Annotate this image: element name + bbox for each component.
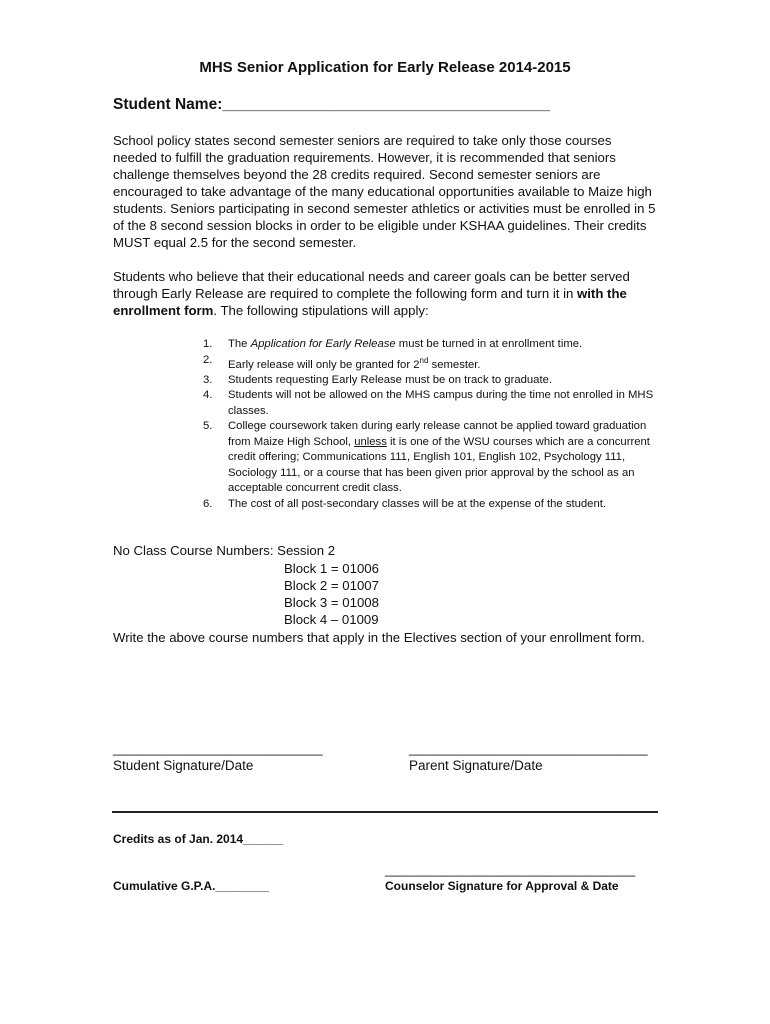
list-number: 2. <box>203 353 213 366</box>
instructions-tail: . The following stipulations will apply: <box>213 303 429 318</box>
list-number: 5. <box>203 420 213 433</box>
list-item <box>198 373 668 389</box>
list-item <box>198 353 668 373</box>
student-name-field[interactable]: Student Name:______________________________________ <box>113 96 550 113</box>
course-number-instruction: Write the above course numbers that apply in the Electives section of your enrollment form. <box>113 630 645 645</box>
list-italic: Application for Early Release <box>250 338 396 350</box>
list-number: 1. <box>203 338 213 350</box>
list-text: semester. <box>428 358 481 371</box>
instructions-paragraph <box>113 268 658 319</box>
policy-paragraph: School policy states second semester seniors are required to take only those courses needed to fulfill the graduation requirements. However, it is recommended that seniors challenge themselves beyond the 28 credits required. Second semester seniors are encouraged to take advantage of the many educational opportunities available to Maize high students. Seniors participating in second semester athletics or activities must be enrolled in 5 of the 8 second session blocks in order to be eligible under KSHAA guidelines. Their credits MUST equal 2.5 for the second semester. <box>113 133 656 250</box>
list-item <box>198 388 668 419</box>
student-signature-line[interactable]: _____________________________ <box>113 741 323 756</box>
list-item <box>198 419 668 497</box>
list-number: 3. <box>203 373 213 386</box>
no-class-heading: No Class Course Numbers: Session 2 <box>113 543 336 558</box>
list-text: Students will not be allowed on the MHS campus during the time not enrolled in MHS classes. <box>228 389 654 417</box>
student-signature-label: Student Signature/Date <box>113 758 254 773</box>
list-text: The <box>228 338 251 350</box>
instructions-bold: with the enrollment form <box>113 286 627 318</box>
section-divider <box>112 811 658 813</box>
list-item <box>198 337 668 353</box>
list-item <box>198 497 668 513</box>
list-text: College coursework taken during early release cannot be applied toward graduation from Maize High School, <box>228 420 647 448</box>
block-item: Block 1 = 01006 <box>284 561 379 576</box>
list-text: Early release will only be granted for 2 <box>228 358 420 371</box>
parent-signature-line[interactable]: _________________________________ <box>409 741 648 756</box>
counselor-signature-line[interactable]: ____________________________________ <box>385 863 636 877</box>
block-list <box>284 560 379 628</box>
list-superscript: nd <box>419 355 429 365</box>
list-text: Students requesting Early Release must be on track to graduate. <box>228 373 553 386</box>
gpa-field[interactable]: Cumulative G.P.A.________ <box>113 879 269 893</box>
list-number: 6. <box>203 497 213 510</box>
credits-field[interactable]: Credits as of Jan. 2014______ <box>113 832 284 846</box>
block-item: Block 4 – 01009 <box>284 612 379 627</box>
page-title: MHS Senior Application for Early Release 2014-2015 <box>199 59 571 76</box>
list-number: 4. <box>203 389 213 402</box>
list-text: The cost of all post-secondary classes will be at the expense of the student. <box>228 497 607 510</box>
list-underline: unless <box>354 435 387 448</box>
list-text: must be turned in at enrollment time. <box>395 338 583 350</box>
instructions-text: Students who believe that their educational needs and career goals can be better served through Early Release are required to complete the following form and turn it in <box>113 269 630 301</box>
block-item: Block 2 = 01007 <box>284 578 379 593</box>
block-item: Block 3 = 01008 <box>284 595 379 610</box>
stipulations-list <box>198 337 668 512</box>
counselor-signature-label: Counselor Signature for Approval & Date <box>385 879 619 893</box>
parent-signature-label: Parent Signature/Date <box>409 758 543 773</box>
list-text: it is one of the WSU courses which are a concurrent credit offering; Communications 111, English 101, English 102, Psychology 111, Sociology 111, or a course that has been given prior approval by the school as an acceptable concurrent credit class. <box>228 435 650 495</box>
